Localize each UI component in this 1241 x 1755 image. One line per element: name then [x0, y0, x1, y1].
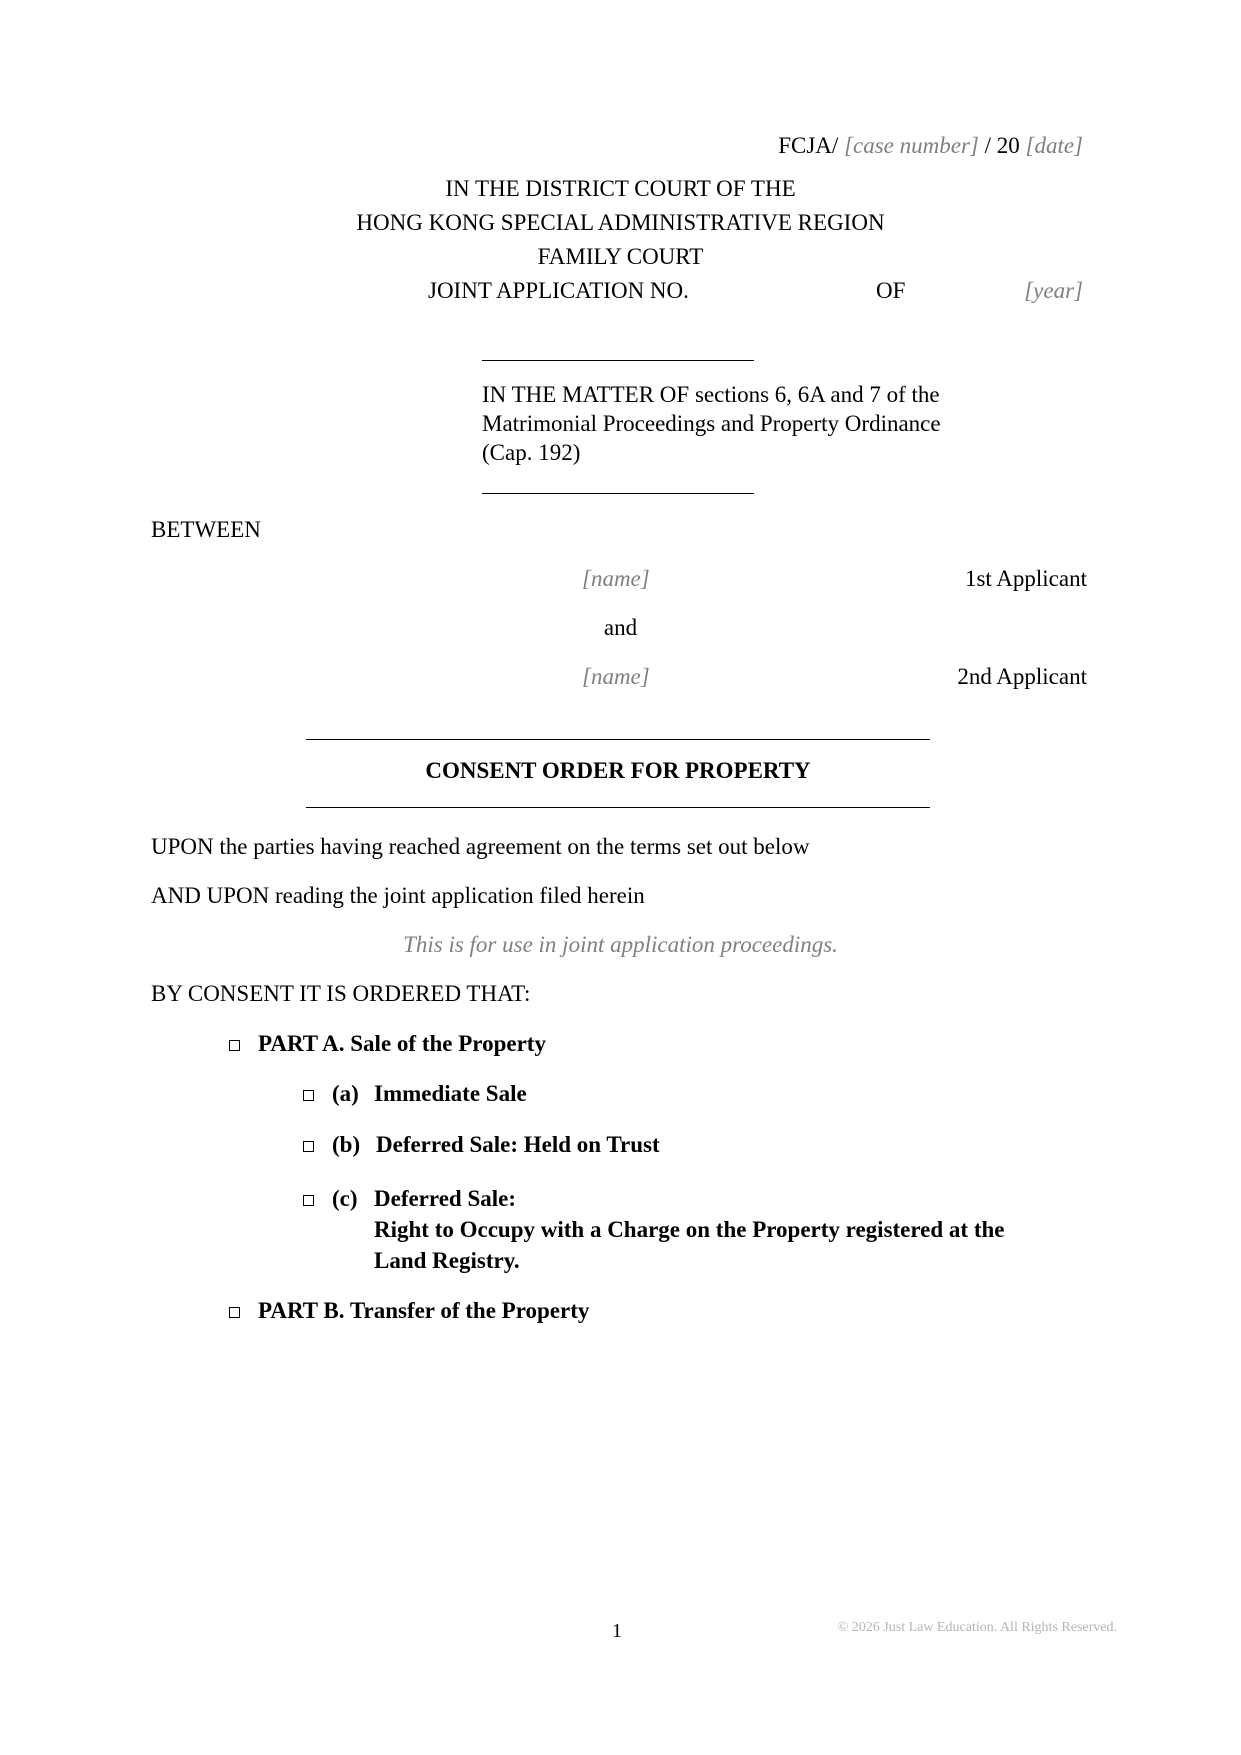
matter-line-1: IN THE MATTER OF sections 6, 6A and 7 of the	[482, 382, 940, 407]
ref-prefix: FCJA/	[778, 133, 839, 158]
part-a-checkbox[interactable]	[229, 1040, 240, 1051]
case-reference	[778, 133, 1083, 159]
matter-top-rule	[482, 360, 754, 361]
second-applicant-name-placeholder: [name]	[582, 664, 650, 689]
title-top-rule	[306, 739, 930, 740]
option-a-text: Immediate Sale	[374, 1081, 527, 1106]
first-applicant-label: 1st Applicant	[964, 566, 1087, 591]
court-line-3: FAMILY COURT	[537, 244, 704, 269]
part-b-checkbox[interactable]	[229, 1307, 240, 1318]
between-label: BETWEEN	[151, 517, 261, 542]
page-number: 1	[612, 1620, 622, 1642]
upon-clause-1: UPON the parties having reached agreement on the terms set out below	[151, 834, 810, 859]
ordered-clause: BY CONSENT IT IS ORDERED THAT:	[151, 981, 531, 1006]
option-a-label: (a)	[332, 1081, 359, 1106]
option-c-line-1: Deferred Sale:	[374, 1186, 516, 1211]
usage-note: This is for use in joint application proceedings.	[403, 932, 838, 957]
option-b-label: (b)	[332, 1132, 361, 1157]
part-a-option-a-checkbox[interactable]	[303, 1090, 314, 1101]
matter-bottom-rule	[482, 493, 754, 494]
option-b-text: Deferred Sale: Held on Trust	[376, 1132, 660, 1157]
second-applicant-label: 2nd Applicant	[957, 664, 1087, 689]
option-c-label: (c)	[332, 1186, 358, 1211]
and-label: and	[603, 615, 638, 640]
case-number-placeholder: [case number]	[844, 133, 979, 158]
document-title: CONSENT ORDER FOR PROPERTY	[425, 758, 811, 783]
matter-line-2: Matrimonial Proceedings and Property Ordinance	[482, 411, 941, 436]
part-b-heading: PART B. Transfer of the Property	[258, 1298, 590, 1323]
upon-clause-2: AND UPON reading the joint application filed herein	[151, 883, 645, 908]
court-line-2: HONG KONG SPECIAL ADMINISTRATIVE REGION	[356, 210, 885, 235]
first-applicant-name-placeholder: [name]	[582, 566, 650, 591]
matter-line-3: (Cap. 192)	[482, 440, 581, 465]
part-a-option-b-checkbox[interactable]	[303, 1141, 314, 1152]
copyright-notice: © 2026 Just Law Education. All Rights Reserved.	[837, 1620, 1117, 1635]
of-label: OF	[876, 278, 906, 303]
joint-application-label: JOINT APPLICATION NO.	[428, 278, 689, 303]
part-a-option-c-checkbox[interactable]	[303, 1195, 314, 1206]
date-placeholder: [date]	[1025, 133, 1083, 158]
court-line-1: IN THE DISTRICT COURT OF THE	[445, 176, 796, 201]
option-c-line-3: Land Registry.	[374, 1248, 520, 1273]
title-bottom-rule	[306, 807, 930, 808]
option-c-line-2: Right to Occupy with a Charge on the Property registered at the	[374, 1217, 1005, 1242]
ref-year-prefix: / 20	[984, 133, 1020, 158]
year-placeholder: [year]	[1024, 278, 1083, 303]
part-a-heading: PART A. Sale of the Property	[258, 1031, 546, 1056]
